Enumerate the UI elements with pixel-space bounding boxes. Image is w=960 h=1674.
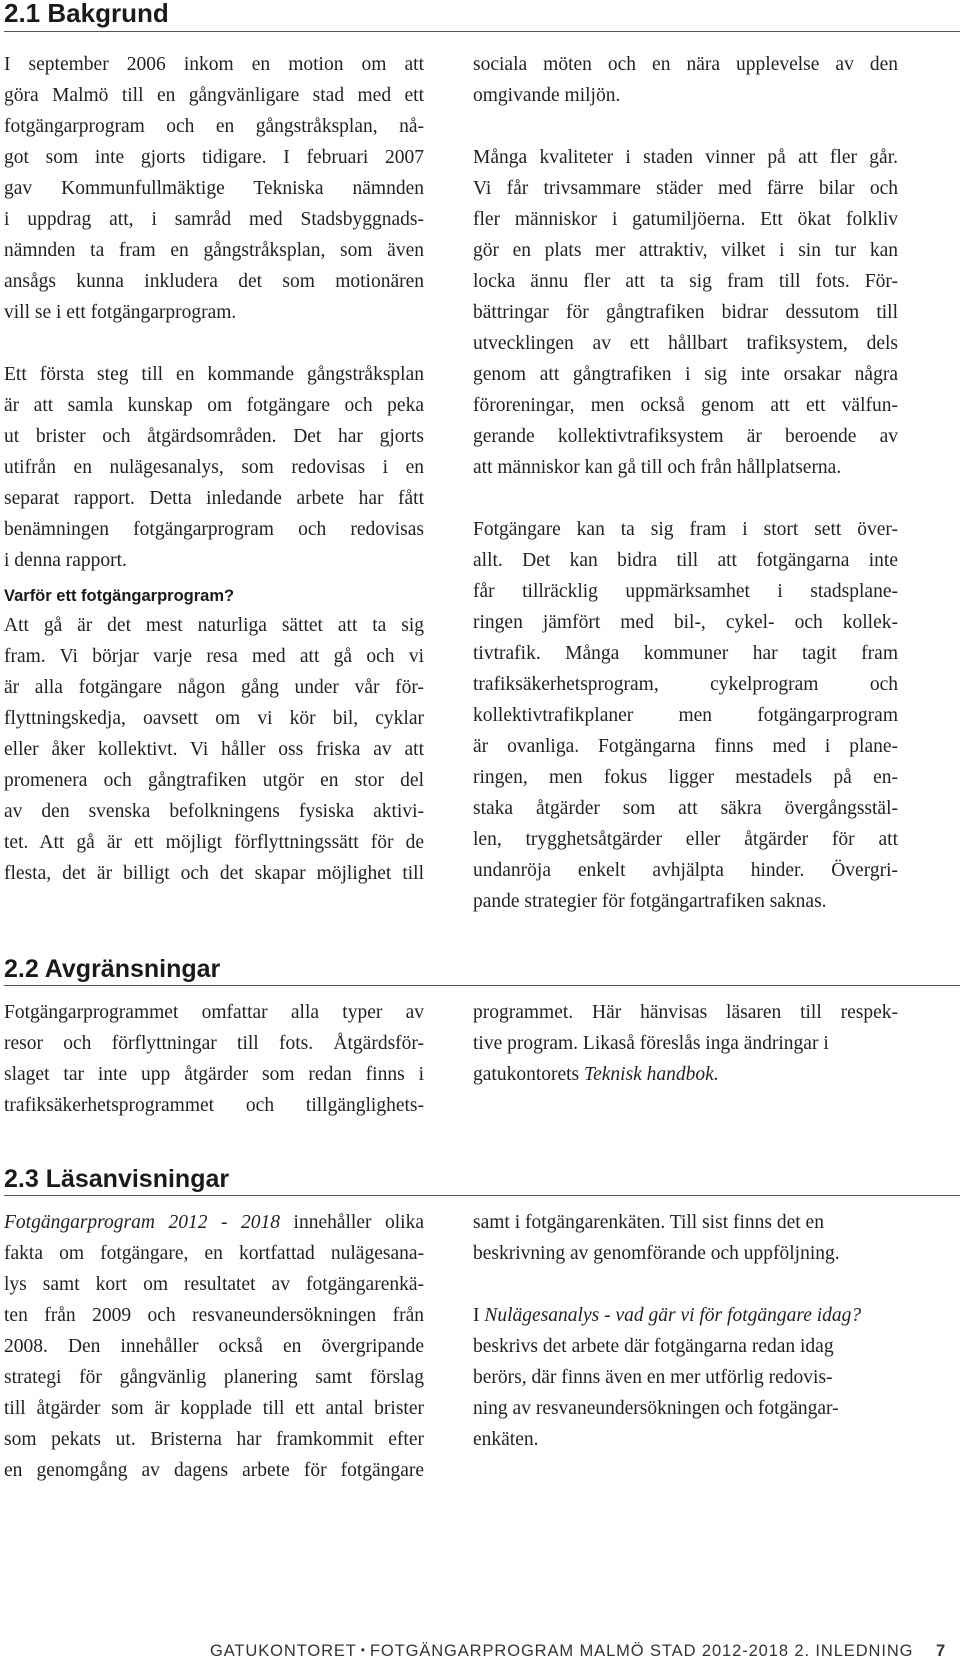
paragraph-line: 2008. Den innehåller också en övergripande [4,1336,424,1357]
paragraph-line: lys samt kort om resultatet av fotgängarenkä- [4,1274,424,1295]
heading-rule [4,31,960,32]
paragraph-line: nämnden ta fram en gångstråksplan, som även [4,240,424,261]
paragraph-line: utvecklingen av ett hållbart trafiksystem, dels [473,333,898,354]
paragraph-line: tet. Att gå är ett möjligt förflyttningssätt för de [4,832,424,853]
paragraph-line: föroreningar, men också genom att ett välfun- [473,395,898,416]
section-heading-lasanvisningar: 2.3 Läsanvisningar [4,1165,230,1193]
paragraph-line: promenera och gångtrafiken utgör en stor del [4,770,424,791]
page-number: 7 [936,1642,946,1660]
paragraph-line: pande strategier för fotgängartrafiken saknas. [473,891,827,912]
paragraph-line: beskrivning av genomförande och uppföljning. [473,1243,840,1264]
paragraph-line: gerande kollektivtrafiksystem är beroende av [473,426,898,447]
paragraph-line: som pekats ut. Bristerna har framkommit efter [4,1429,424,1450]
paragraph-line: gör en plats mer attraktiv, vilket i sin tur kan [473,240,898,261]
paragraph-line: är alla fotgängare någon gång under vår för- [4,677,424,698]
paragraph-line: av den svenska befolkningens fysiska aktivi- [4,801,424,822]
lasanvisningar-left-column [4,1207,424,1486]
paragraph-line: får tillräcklig uppmärksamhet i stadsplane- [473,581,898,602]
paragraph-line: allt. Det kan bidra till att fotgängarna inte [473,550,898,571]
paragraph-line: Att gå är det mest naturliga sättet att ta sig [4,615,424,636]
paragraph-line: ning av resvaneundersökningen och fotgängar- [473,1398,839,1419]
paragraph-line: kollektivtrafikplaner men fotgängarprogram [473,705,898,726]
paragraph-line: fotgängarprogram och en gångstråksplan, nå- [4,116,424,137]
paragraph-line: tivtrafik. Många kommuner har tagit fram [473,643,898,664]
footer-title: FOTGÄNGARPROGRAM MALMÖ STAD 2012-2018 2. INLEDNING [369,1642,914,1660]
paragraph-line: staka åtgärder som att säkra övergångsstäl- [473,798,898,819]
paragraph-line: tive program. Likaså föreslås inga ändringar i [473,1033,829,1054]
paragraph-line: ansågs kunna inkludera det som motionären [4,271,424,292]
paragraph-line: göra Malmö till en gångvänligare stad med ett [4,85,424,106]
paragraph-line: fakta om fotgängare, en kortfattad nulägesana- [4,1243,424,1264]
paragraph-line: I september 2006 inkom en motion om att [4,54,424,75]
paragraph-line: undanröja enkelt avhjälpta hinder. Övergri- [473,860,898,881]
footer-separator: • [360,1643,366,1657]
paragraph-line: gatukontorets Teknisk handbok. [473,1064,719,1085]
paragraph-line: fler människor i gatumiljöerna. Ett ökat folkliv [473,209,898,230]
paragraph-line: i denna rapport. [4,550,127,571]
paragraph-line: samt i fotgängarenkäten. Till sist finns det en [473,1212,824,1233]
paragraph-line: fram. Vi börjar varje resa med att gå och vi [4,646,424,667]
report-title: Nulägesanalys - vad gär vi för fotgängare idag? [484,1305,862,1326]
paragraph-line: Vi får trivsammare städer med färre bilar och [473,178,898,199]
paragraph-line: got som inte gjorts tidigare. I februari 2007 [4,147,424,168]
publication-title: Fotgängarprogram 2012 - 2018 [4,1212,281,1233]
paragraph-line: len, trygghetsåtgärder eller åtgärder för att [473,829,898,850]
paragraph-line: utifrån en nulägesanalys, som redovisas i en [4,457,424,478]
paragraph-line: flyttningskedja, oavsett om vi kör bil, cyklar [4,708,424,729]
paragraph-line: i uppdrag att, i samråd med Stadsbyggnads- [4,209,424,230]
paragraph-line: berörs, där finns även en mer utförlig redovis- [473,1367,833,1388]
book-title: Teknisk handbok. [584,1064,719,1085]
footer-org: GATUKONTORET [210,1642,357,1660]
bakgrund-right-column [473,49,898,917]
paragraph-line: ringen jämfört med bil-, cykel- och kollek- [473,612,898,633]
bakgrund-left-column [4,49,424,889]
avgransningar-left-column [4,997,424,1121]
paragraph-line: Ett första steg till en kommande gångstråksplan [4,364,424,385]
paragraph-line: Fotgängarprogrammet omfattar alla typer av [4,1002,424,1023]
paragraph-line: genom att gångtrafiken i sig inte orsakar några [473,364,898,385]
paragraph-line: vill se i ett fotgängarprogram. [4,302,237,323]
paragraph-line: slaget tar inte upp åtgärder som redan finns i [4,1064,424,1085]
paragraph-line: ut brister och åtgärdsområden. Det har gjorts [4,426,424,447]
paragraph-line: benämningen fotgängarprogram och redovisas [4,519,424,540]
paragraph-line: trafiksäkerhetsprogrammet och tillgänglighets- [4,1095,424,1116]
paragraph-line: gav Kommunfullmäktige Tekniska nämnden [4,178,424,199]
paragraph-line: Fotgängarprogram 2012 - 2018 innehåller olika [4,1212,425,1233]
paragraph-line: omgivande miljön. [473,85,621,106]
paragraph-line: beskrivs det arbete där fotgängarna redan idag [473,1336,834,1357]
paragraph-line: sociala möten och en nära upplevelse av den [473,54,898,75]
paragraph-line: programmet. Här hänvisas läsaren till respek- [473,1002,898,1023]
paragraph-line: bättringar för gångtrafiken bidrar dessutom till [473,302,898,323]
paragraph-line: ringen, men fokus ligger mestadels på en- [473,767,898,788]
paragraph-line: I Nulägesanalys - vad gär vi för fotgängare idag? [473,1305,862,1326]
paragraph-line: enkäten. [473,1429,539,1450]
paragraph-line: Många kvaliteter i staden vinner på att fler går. [473,147,898,168]
paragraph-line: ten från 2009 och resvaneundersökningen från [4,1305,424,1326]
paragraph-line: att människor kan gå till och från hållplatserna. [473,457,842,478]
section-heading-bakgrund: 2.1 Bakgrund [4,0,169,28]
paragraph-line: en genomgång av dagens arbete för fotgängare [4,1460,424,1481]
paragraph-line: strategi för gångvänlig planering samt förslag [4,1367,424,1388]
paragraph-line: är att samla kunskap om fotgängare och peka [4,395,424,416]
paragraph-line: eller åker kollektivt. Vi håller oss friska av att [4,739,424,760]
paragraph-line: Fotgängare kan ta sig fram i stort sett över- [473,519,898,540]
paragraph-line: till åtgärder som är kopplade till ett antal brister [4,1398,424,1419]
paragraph-line: flesta, det är billigt och det skapar möjlighet till [4,863,424,884]
lasanvisningar-right-column [473,1207,898,1455]
page-footer [210,1642,960,1661]
heading-rule [4,985,960,986]
paragraph-line: separat rapport. Detta inledande arbete har fått [4,488,424,509]
section-heading-avgransningar: 2.2 Avgränsningar [4,955,221,983]
avgransningar-right-column [473,997,898,1090]
subheading-varfor: Varför ett fotgängarprogram? [4,587,235,605]
paragraph-line: är ovanliga. Fotgängarna finns med i plane- [473,736,898,757]
heading-rule [4,1195,960,1196]
paragraph-line: locka ännu fler att ta sig fram till fots. För- [473,271,898,292]
paragraph-line: resor och förflyttningar till fots. Åtgärdsför- [4,1033,424,1054]
paragraph-line: trafiksäkerhetsprogram, cykelprogram och [473,674,898,695]
